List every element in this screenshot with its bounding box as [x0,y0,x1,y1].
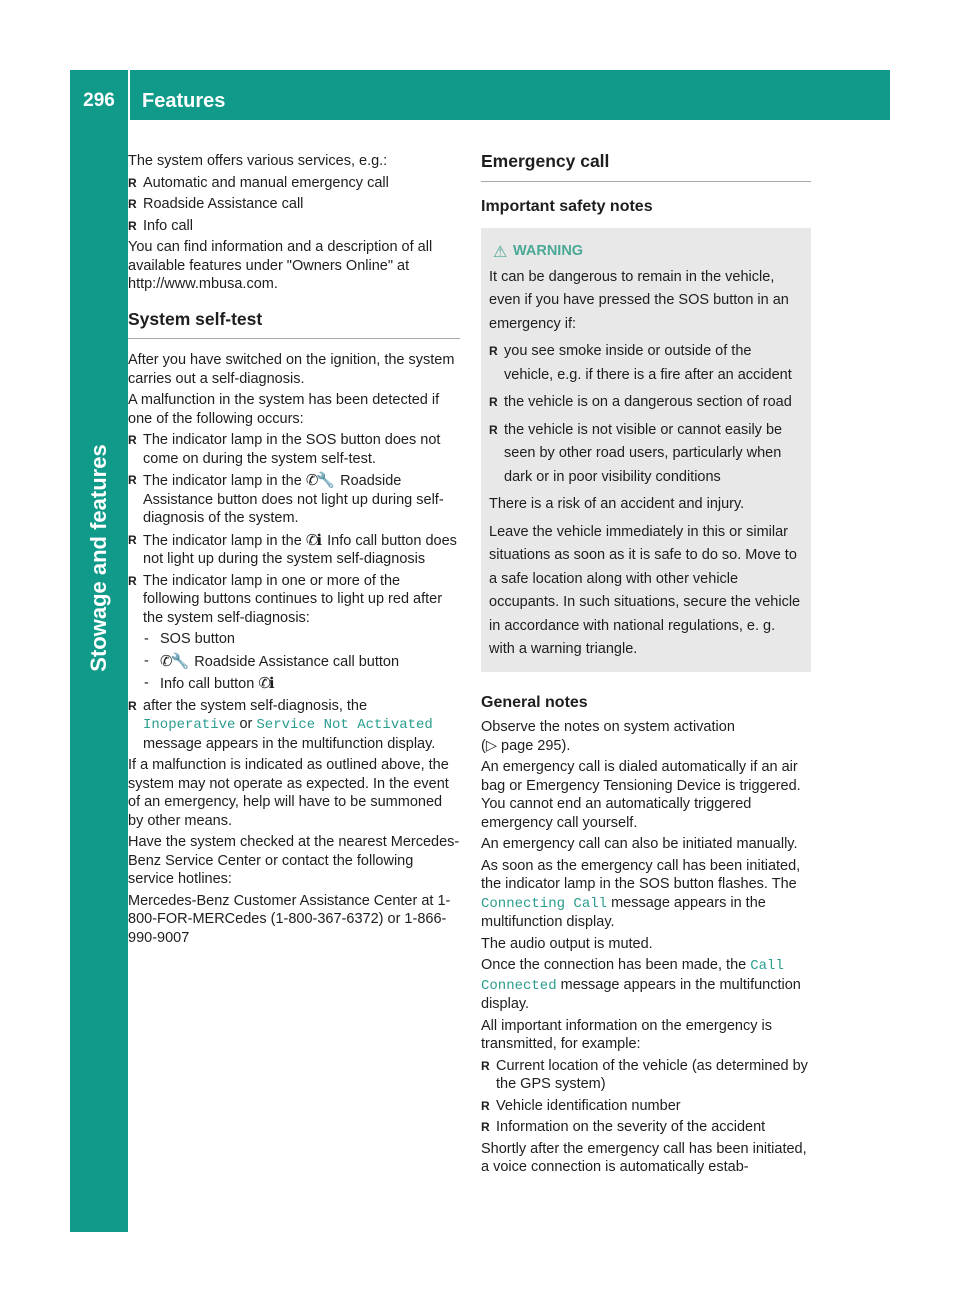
right-column [481,152,811,1180]
display-message: Inoperative [143,717,236,733]
display-message: Call Connected [481,958,784,994]
paragraph-text: Once the connection has been made, the [481,957,747,973]
transmitted-item: R Vehicle identification number [481,1097,811,1116]
button-sub-item: - SOS button [128,630,460,649]
condition-text: The indicator lamp in the [143,473,302,489]
safety-notes-heading: Important safety notes [481,197,653,215]
malfunction-condition [128,531,460,569]
malfunction-condition: R The indicator lamp in one or more of the following buttons continues to light up red after the system self-diagnosis: [128,572,460,628]
general-paragraph [481,956,811,1014]
paragraph-text: message appears in the multifunction display. [481,976,801,1012]
general-paragraph [481,857,811,932]
paragraph-text: As soon as the emergency call has been initiated, the indicator lamp in the SOS button flashes. The [481,857,801,892]
malfunction-condition: R The indicator lamp in the SOS button does not come on during the system self-test. [128,431,460,468]
side-tab-label: Stowage and features [86,444,111,672]
page-title: Features [142,90,226,112]
transmitted-item: R Current location of the vehicle (as determined by the GPS system) [481,1057,811,1094]
warning-risk: There is a risk of an accident and injury. [489,496,745,512]
warning-item: R the vehicle is not visible or cannot easily be seen by other road users, particularly when dark or in poor visibility conditions [489,419,803,490]
warning-item: R the vehicle is on a dangerous section of road [489,391,803,415]
general-paragraph: An emergency call is dialed automatically if an air bag or Emergency Tensioning Device is triggered. You cannot end an automatically triggered emergency call yourself. [481,759,801,831]
malfunction-condition [128,697,460,754]
warning-triangle-icon: ⚠ [493,242,508,261]
page-reference[interactable]: (▷ page 295). [481,737,571,754]
paragraph-text: message appears in the multifunction display. [481,894,766,930]
self-test-paragraph: After you have switched on the ignition, the system carries out a self-diagnosis. [128,352,455,387]
phone-info-icon: ✆ℹ [258,674,273,692]
general-paragraph: All important information on the emergency is transmitted, for example: [481,1017,772,1052]
warning-title [489,240,803,264]
button-sub-item [128,674,460,694]
general-paragraph: The audio output is muted. [481,935,653,952]
hotline-paragraph: Mercedes-Benz Customer Assistance Center at 1-800-FOR-MERCedes (1-800-367-6372) or 1-866-990-9007 [128,892,451,946]
left-column [128,152,460,950]
general-paragraph [481,718,811,755]
condition-text: or [239,716,253,732]
warning-intro: It can be dangerous to remain in the vehicle, even if you have pressed the SOS button in an emergency if: [489,268,789,332]
service-item: R Roadside Assistance call [128,195,460,214]
warning-item: R you see smoke inside or outside of the vehicle, e.g. if there is a fire after an accident [489,340,803,387]
warning-leave: Leave the vehicle immediately in this or similar situations as soon as it is safe to do so. Move to a safe location along with other vehicle occupants. In such situations, secure the vehicle in accordance with national regulations, e. g. with a warning triangle. [489,523,801,657]
malfunction-condition [128,471,460,528]
service-item: R Automatic and manual emergency call [128,174,460,193]
phone-info-icon: ✆ℹ [305,530,321,549]
condition-text: message appears in the multifunction display. [143,735,436,752]
condition-text: after the system self-diagnosis, the [143,697,368,714]
warning-label: WARNING [513,243,584,259]
condition-text: Roadside Assistance button does not light up during self-diagnosis of the system. [143,473,444,526]
phone-wrench-icon: ✆🔧 [305,471,334,489]
side-tab [70,120,128,1232]
display-message: Service Not Activated [256,717,433,733]
self-test-heading: System self-test [128,310,460,340]
service-item: R Info call [128,217,460,236]
button-sub-item [128,652,460,672]
general-paragraph: An emergency call can also be initiated manually. [481,836,798,852]
emergency-call-heading: Emergency call [481,152,811,182]
sub-item-text: Info call button [160,676,255,692]
display-message: Connecting Call [481,895,608,912]
condition-text: Info call button does not light up during the system self-diagnosis [143,532,457,567]
malfunction-paragraph: If a malfunction is indicated as outlined above, the system may not operate as expected. In the event of an emergency, help will have to be summoned by other means. [128,757,449,829]
page-number: 296 [83,90,115,111]
general-notes-heading: General notes [481,693,588,711]
phone-wrench-icon: ✆🔧 [160,651,188,670]
self-test-paragraph: A malfunction in the system has been detected if one of the following occurs: [128,392,440,427]
observe-text: Observe the notes on system activation [481,719,735,735]
header-divider [128,70,130,120]
transmitted-item: R Information on the severity of the accident [481,1118,811,1137]
condition-text: The indicator lamp in the [143,532,302,549]
owners-online-text: You can find information and a description of all available features under "Owners Online" at http://www.mbusa.com. [128,239,433,292]
sub-item-text: Roadside Assistance call button [194,653,400,670]
service-paragraph: Have the system checked at the nearest Mercedes-Benz Service Center or contact the following service hotlines: [128,834,460,887]
general-paragraph: Shortly after the emergency call has been initiated, a voice connection is automatically estab- [481,1140,807,1175]
warning-box [481,228,811,672]
intro-text: The system offers various services, e.g.: [128,153,388,169]
